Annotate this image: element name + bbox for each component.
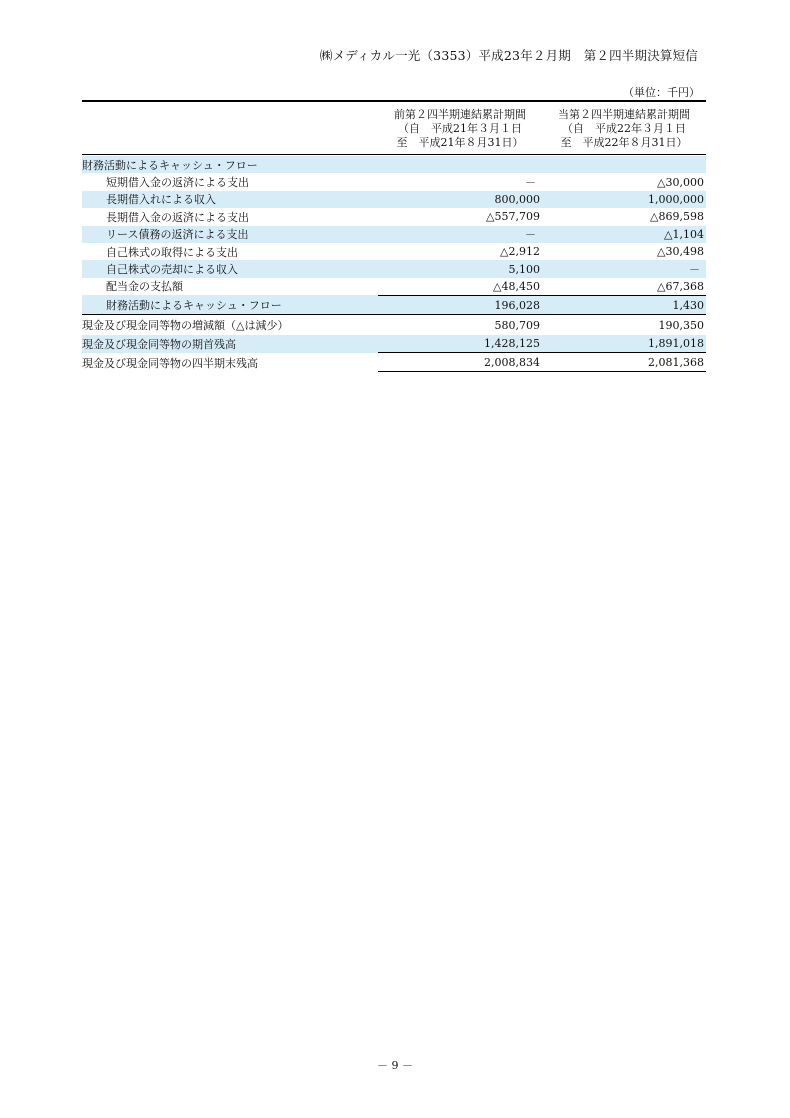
prev-period-to: 至 平成21年８月31日） bbox=[396, 136, 524, 149]
curr-value: △30,498 bbox=[657, 245, 704, 259]
prev-value: 800,000 bbox=[494, 192, 540, 206]
curr-value: △67,368 bbox=[657, 279, 704, 293]
table-row-beginning-balance bbox=[82, 335, 706, 353]
table-row-financing-heading bbox=[82, 156, 706, 173]
curr-value: 1,891,018 bbox=[542, 335, 706, 353]
prev-value: 196,028 bbox=[378, 295, 542, 314]
curr-period-from: （自 平成22年３月１日 bbox=[562, 122, 686, 135]
unit-note: （単位：千円） bbox=[623, 86, 700, 99]
prev-value bbox=[378, 156, 542, 173]
curr-period-title: 当第２四半期連結累計期間 bbox=[558, 108, 690, 121]
curr-value: 1,000,000 bbox=[648, 192, 704, 206]
row-label: 自己株式の売却による収入 bbox=[106, 263, 238, 277]
curr-value: 1,430 bbox=[542, 295, 706, 314]
table-row bbox=[82, 208, 706, 225]
curr-value: 2,081,368 bbox=[542, 353, 706, 372]
curr-value: － bbox=[689, 263, 700, 277]
prev-value: 580,709 bbox=[494, 318, 540, 332]
cash-flow-table bbox=[82, 100, 706, 372]
row-label: 現金及び現金同等物の期首残高 bbox=[82, 338, 236, 352]
label-column-header bbox=[82, 102, 378, 154]
table-row bbox=[82, 278, 706, 295]
prev-period-header bbox=[378, 102, 542, 154]
prev-value: 1,428,125 bbox=[378, 335, 542, 353]
curr-period-header bbox=[542, 102, 706, 154]
table-row-ending-balance bbox=[82, 353, 706, 372]
table-row bbox=[82, 226, 706, 243]
curr-value: △1,104 bbox=[664, 227, 704, 241]
prev-value: － bbox=[525, 176, 536, 190]
curr-period-to: 至 平成22年８月31日） bbox=[560, 136, 688, 149]
prev-value: △557,709 bbox=[486, 210, 540, 224]
row-label: 現金及び現金同等物の四半期末残高 bbox=[82, 356, 258, 370]
table-row bbox=[82, 260, 706, 277]
curr-value bbox=[542, 156, 706, 173]
table-row-net-change bbox=[82, 314, 706, 335]
prev-period-title: 前第２四半期連結累計期間 bbox=[394, 108, 526, 121]
row-label: 自己株式の取得による支出 bbox=[106, 245, 238, 259]
row-label: 短期借入金の返済による支出 bbox=[106, 176, 249, 190]
document-header: ㈱メディカル一光（3353）平成23年２月期 第２四半期決算短信 bbox=[319, 48, 698, 63]
table-row-financing-subtotal bbox=[82, 295, 706, 314]
row-label: 財務活動によるキャッシュ・フロー bbox=[106, 298, 282, 312]
prev-value: 2,008,834 bbox=[378, 353, 542, 372]
row-label: 長期借入金の返済による支出 bbox=[106, 210, 249, 224]
curr-value: △30,000 bbox=[657, 175, 704, 189]
table-row bbox=[82, 243, 706, 260]
row-label: リース債務の返済による支出 bbox=[106, 228, 249, 242]
table-row bbox=[82, 173, 706, 190]
prev-value: － bbox=[525, 228, 536, 242]
column-headers bbox=[82, 102, 706, 155]
row-label: 財務活動によるキャッシュ・フロー bbox=[82, 158, 258, 172]
row-label: 配当金の支払額 bbox=[106, 280, 183, 294]
row-label: 長期借入れによる収入 bbox=[106, 193, 216, 207]
prev-value: △2,912 bbox=[500, 245, 540, 259]
prev-period-from: （自 平成21年３月１日 bbox=[398, 122, 522, 135]
prev-value: △48,450 bbox=[493, 279, 540, 293]
page-number: － 9 － bbox=[377, 1059, 413, 1072]
curr-value: △869,598 bbox=[650, 210, 704, 224]
curr-value: 190,350 bbox=[658, 318, 704, 332]
table-row bbox=[82, 191, 706, 208]
row-label: 現金及び現金同等物の増減額（△は減少） bbox=[82, 319, 289, 333]
prev-value: 5,100 bbox=[508, 262, 540, 276]
